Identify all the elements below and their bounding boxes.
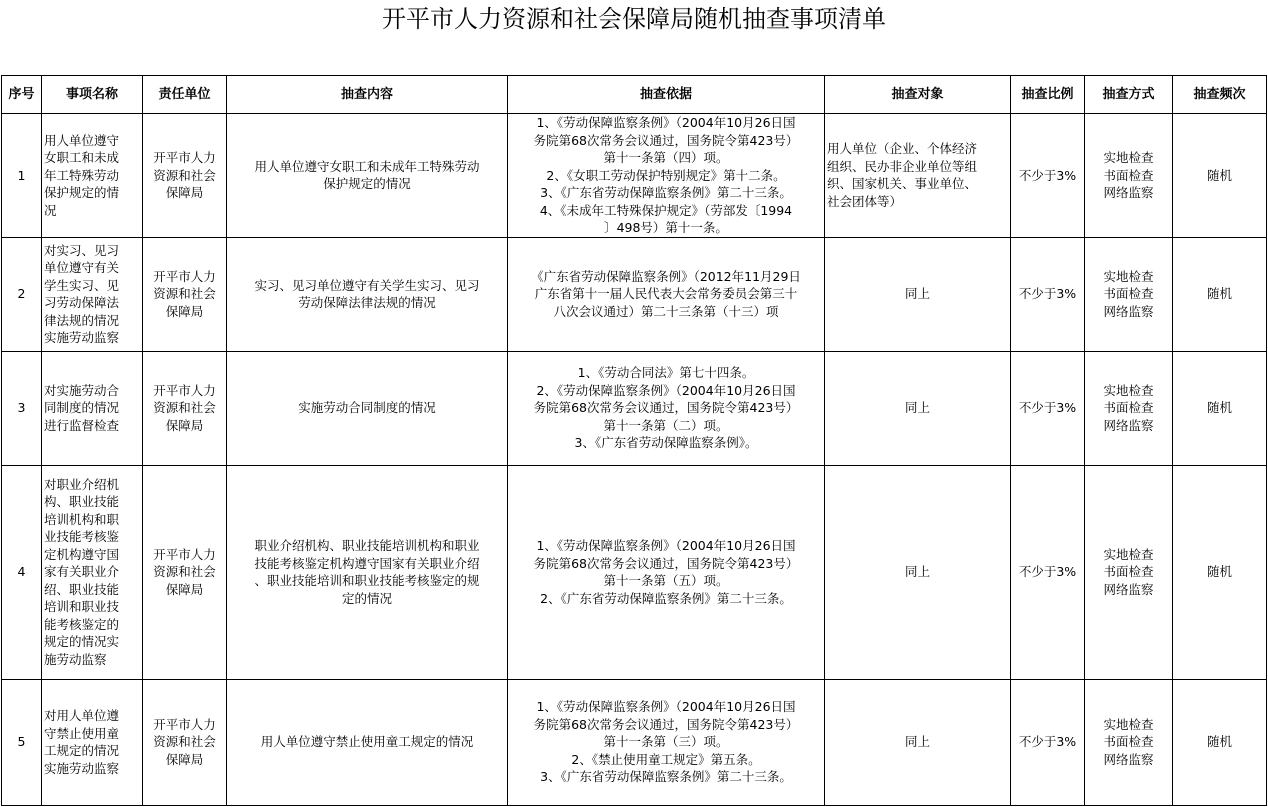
column-header: 抽查方式 [1085, 76, 1173, 114]
item-name: 对职业介绍机 构、职业技能 培训机构和职 业技能考核鉴 定机构遵守国 家有关职业介 绍、职业技能 培训和职业技 能考核鉴定的 规定的情况实 施劳动监察 [42, 465, 143, 679]
inspection-method: 实地检查 书面检查 网络监察 [1085, 114, 1173, 238]
responsible-unit: 开平市人力 资源和社会 保障局 [143, 114, 227, 238]
inspection-ratio: 不少于3% [1011, 237, 1085, 351]
inspection-ratio: 不少于3% [1011, 351, 1085, 465]
inspection-basis: 《广东省劳动保障监察条例》（2012年11月29日 广东省第十一届人民代表大会常务委员会第三十 八次会议通过）第二十三条第（十三）项 [508, 237, 825, 351]
row-number: 4 [2, 465, 42, 679]
inspection-frequency: 随机 [1173, 237, 1267, 351]
table-row [2, 679, 1267, 805]
inspection-target: 同上 [825, 679, 1011, 805]
table-row [2, 351, 1267, 465]
table-row [2, 465, 1267, 679]
item-name: 对用人单位遵 守禁止使用童 工规定的情况 实施劳动监察 [42, 679, 143, 805]
row-number: 2 [2, 237, 42, 351]
inspection-basis: 1、《劳动保障监察条例》（2004年10月26日国 务院第68次常务会议通过，国务院令第423号） 第十一条第（三）项。 2、《禁止使用童工规定》第五条。 3、《广东省劳动保障监察条例》第二十三条。 [508, 679, 825, 805]
item-name: 用人单位遵守 女职工和未成 年工特殊劳动 保护规定的情 况 [42, 114, 143, 238]
responsible-unit: 开平市人力 资源和社会 保障局 [143, 465, 227, 679]
responsible-unit: 开平市人力 资源和社会 保障局 [143, 679, 227, 805]
inspection-method: 实地检查 书面检查 网络监察 [1085, 465, 1173, 679]
inspection-target: 同上 [825, 351, 1011, 465]
inspection-method: 实地检查 书面检查 网络监察 [1085, 351, 1173, 465]
column-header: 抽查内容 [227, 76, 508, 114]
inspection-content: 实习、见习单位遵守有关学生实习、见习 劳动保障法律法规的情况 [227, 237, 508, 351]
inspection-ratio: 不少于3% [1011, 465, 1085, 679]
inspection-ratio: 不少于3% [1011, 114, 1085, 238]
inspection-method: 实地检查 书面检查 网络监察 [1085, 679, 1173, 805]
inspection-target: 同上 [825, 237, 1011, 351]
row-number: 3 [2, 351, 42, 465]
inspection-content: 用人单位遵守禁止使用童工规定的情况 [227, 679, 508, 805]
inspection-target: 用人单位（企业、个体经济 组织、民办非企业单位等组 织、国家机关、事业单位、 社会团体等） [825, 114, 1011, 238]
table-row [2, 114, 1267, 238]
inspection-content: 职业介绍机构、职业技能培训机构和职业 技能考核鉴定机构遵守国家有关职业介绍 、职业技能培训和职业技能考核鉴定的规 定的情况 [227, 465, 508, 679]
inspection-frequency: 随机 [1173, 114, 1267, 238]
inspection-target: 同上 [825, 465, 1011, 679]
row-number: 1 [2, 114, 42, 238]
inspection-frequency: 随机 [1173, 679, 1267, 805]
column-header: 序号 [2, 76, 42, 114]
responsible-unit: 开平市人力 资源和社会 保障局 [143, 351, 227, 465]
column-header: 事项名称 [42, 76, 143, 114]
inspection-ratio: 不少于3% [1011, 679, 1085, 805]
column-header: 抽查频次 [1173, 76, 1267, 114]
column-header: 责任单位 [143, 76, 227, 114]
page-title: 开平市人力资源和社会保障局随机抽查事项清单 [382, 5, 886, 33]
table-row [2, 237, 1267, 351]
item-name: 对实施劳动合 同制度的情况 进行监督检查 [42, 351, 143, 465]
row-number: 5 [2, 679, 42, 805]
responsible-unit: 开平市人力 资源和社会 保障局 [143, 237, 227, 351]
inspection-basis: 1、《劳动合同法》第七十四条。 2、《劳动保障监察条例》（2004年10月26日国 务院第68次常务会议通过，国务院令第423号） 第十一条第（二）项。 3、《广东省劳动保障监察条例》。 [508, 351, 825, 465]
inspection-method: 实地检查 书面检查 网络监察 [1085, 237, 1173, 351]
header-row [2, 76, 1267, 114]
item-name: 对实习、见习 单位遵守有关 学生实习、见 习劳动保障法 律法规的情况 实施劳动监察 [42, 237, 143, 351]
inspection-frequency: 随机 [1173, 351, 1267, 465]
inspection-basis: 1、《劳动保障监察条例》（2004年10月26日国 务院第68次常务会议通过，国务院令第423号） 第十一条第（四）项。 2、《女职工劳动保护特别规定》第十二条。 3、《广东省劳动保障监察条例》第二十三条。 4、《未成年工特殊保护规定》（劳部发〔1994 〕498号）第十一条。 [508, 114, 825, 238]
inspection-table [1, 75, 1267, 806]
column-header: 抽查依据 [508, 76, 825, 114]
column-header: 抽查比例 [1011, 76, 1085, 114]
column-header: 抽查对象 [825, 76, 1011, 114]
inspection-basis: 1、《劳动保障监察条例》（2004年10月26日国 务院第68次常务会议通过，国务院令第423号） 第十一条第（五）项。 2、《广东省劳动保障监察条例》第二十三条。 [508, 465, 825, 679]
inspection-frequency: 随机 [1173, 465, 1267, 679]
inspection-content: 用人单位遵守女职工和未成年工特殊劳动 保护规定的情况 [227, 114, 508, 238]
inspection-content: 实施劳动合同制度的情况 [227, 351, 508, 465]
